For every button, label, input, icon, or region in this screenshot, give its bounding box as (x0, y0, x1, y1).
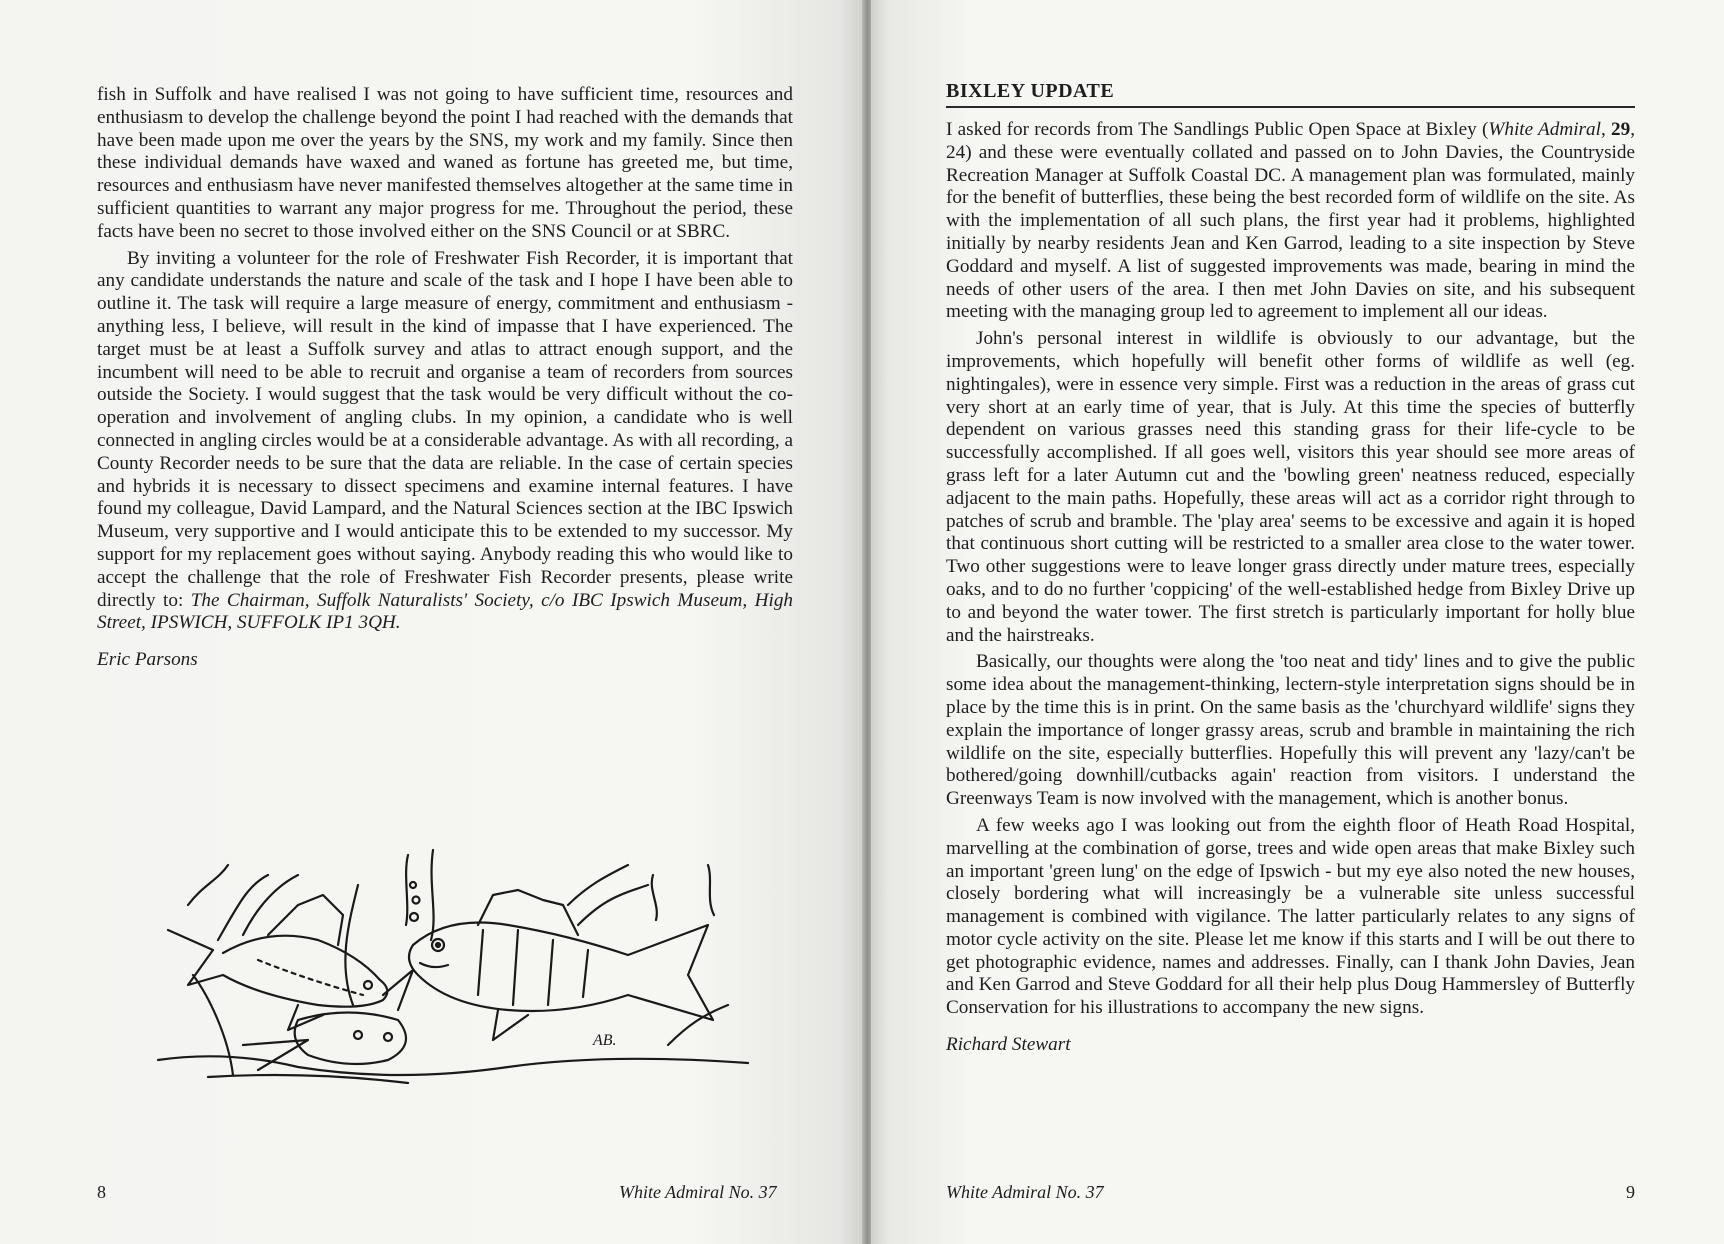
left-page-number: 8 (97, 1182, 106, 1202)
article-heading: BIXLEY UPDATE (946, 80, 1635, 108)
journal-citation: White Admiral (1488, 119, 1601, 140)
right-paragraph-1-start: I asked for records from The Sandlings Public Open Space at Bixley ( (946, 119, 1489, 140)
right-page-number: 9 (1626, 1182, 1635, 1202)
fish-illustration (148, 845, 758, 1085)
left-article-body (97, 84, 793, 672)
right-paragraph-3: Basically, our thoughts were along the 'too neat and tidy' lines and to give the public some idea about the management-thinking, lectern-style interpretation signs should be in place by the time this is in print. On the same basis as the 'churchyard wildlife' signs they explain the importance of longer grassy areas, scrub and bramble in maintaining the rich wildlife on the site, especially butterflies. Hopefully this will prevent any 'lazy/can't be bothered/going downhill/cutbacks again' reaction from visitors. I understand the Greenways Team is now involved with the management, which is another bonus. (946, 651, 1635, 810)
right-paragraph-2: John's personal interest in wildlife is obviously to our advantage, but the improvements, which hopefully will benefit other forms of wildlife as well (eg. nightingales), were in essence very simple. First was a reduction in the areas of grass cut very short at an early time of year, that is July. At this time the species of butterfly dependent on various grasses need this standing grass for their life-cycle to be successfully accomplished. If all goes well, visitors this year should see more areas of grass left for a later Autumn cut and the 'bowling green' neatness reduced, especially adjacent to the main paths. Hopefully, these areas will act as a corridor right through to patches of scrub and bramble. The 'play area' seems to be excessive and again it is hoped that continuous short cutting will be restricted to a smaller area close to the water tower. Two other suggestions were to leave longer grass directly under mature trees, especially oaks, and to do no further 'coppicing' of the well-established hedge from Bixley Drive up to and beyond the water tower. The first stretch is particularly important for holly blue and the hairstreaks. (946, 328, 1635, 646)
right-page (871, 0, 1724, 1244)
right-paragraph-4: A few weeks ago I was looking out from the eighth floor of Heath Road Hospital, marvelling at the combination of gorse, trees and wide open areas that make Bixley such an important 'green lung' on the edge of Ipswich - but my eye also noted the new houses, closely bordering what will increasingly be a vulnerable site unless successful management is combined with vigilance. The latter particularly relates to any signs of motor cycle activity on the site. Please let me know if this starts and I will be out there to get photographic evidence, names and addresses. Finally, can I thank John Davies, Jean and Ken Garrod and Steve Goddard for all their help plus Doug Hammersley of Butterfly Conservation for his illustrations to accompany the new signs. (946, 814, 1635, 1019)
right-paragraph-1 (946, 119, 1635, 324)
left-running-title: White Admiral No. 37 (619, 1182, 777, 1202)
right-paragraph-1-rest: , 24) and these were eventually collated and passed on to John Davies, the Countryside Recreation Manager at Suffolk Coastal DC. A management plan was formulated, mainly for the benefit of butterflies, these being the best recorded form of wildlife on the site. As with the implementation of all such plans, the first year had it problems, highlighted initially by nearby residents Jean and Ken Garrod, leading to a site inspection by Steve Goddard and myself. A list of suggested improvements was made, bearing in mind the needs of other users of the area. I then met John Davies on site, and his subsequent meeting with the managing group led to agreement to implement all our ideas. (946, 119, 1635, 323)
right-article-body (946, 119, 1635, 1057)
author-signature: Eric Parsons (97, 649, 198, 671)
left-paragraph-2-text: By inviting a volunteer for the role of Freshwater Fish Recorder, it is important that any candidate understands the nature and scale of the task and I hope I have been able to outline it. The task will require a large measure of energy, commitment and enthusiasm - anything less, I believe, will result in the kind of impasse that I have experienced. The target must be at least a Suffolk survey and atlas to attract enough support, and the incumbent will need to be able to recruit and organise a team of recorders from sources outside the Society. I would suggest that the task would be very difficult without the co-operation and involvement of angling clubs. In my opinion, a candidate who is well connected in angling circles would be at a considerable advantage. As with all recording, a County Recorder needs to be sure that the data are reliable. In the case of certain species and hybrids it is necessary to dissect specimens and examine internal features. I have found my colleague, David Lampard, and the Natural Sciences section at the IBC Ipswich Museum, very supportive and I would anticipate this to be extended to my successor. My support for my replacement goes without saying. Anybody reading this who would like to accept the challenge that the role of Freshwater Fish Recorder presents, please write directly to: (97, 247, 793, 611)
author-signature-right: Richard Stewart (946, 1034, 1071, 1056)
illustrator-initials: AB. (593, 1032, 617, 1049)
citation-comma: , (1600, 119, 1612, 140)
left-paragraph-2 (97, 248, 793, 636)
left-paragraph-1: fish in Suffolk and have realised I was not going to have sufficient time, resources and enthusiasm to develop the challenge beyond the point I had reached with the demands that have been made upon me over the years by the SNS, my work and my family. Since then these individual demands have waxed and waned as fortune has greeted me, but time, resources and enthusiasm have never manifested themselves altogether at the same time in sufficient quantities to warrant any major progress for me. Throughout the period, these facts have been no secret to those involved either on the SNS Council or at SBRC. (97, 84, 793, 242)
contact-address: The Chairman, Suffolk Naturalists' Society, c/o IBC Ipswich Museum, High Street, IPSWICH, SUFFOLK IP1 3QH. (97, 589, 794, 634)
right-running-title: White Admiral No. 37 (946, 1182, 1104, 1202)
citation-volume: 29 (1611, 119, 1631, 140)
